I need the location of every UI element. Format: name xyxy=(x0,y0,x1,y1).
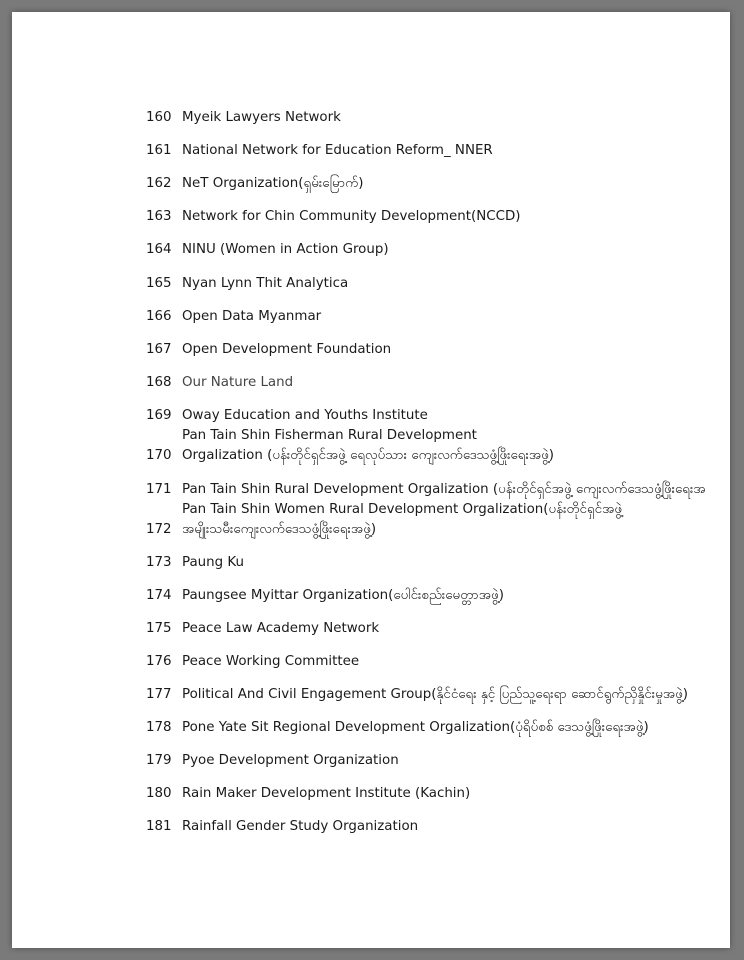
list-item xyxy=(146,108,730,128)
entry-name: Peace Working Committee xyxy=(182,654,360,669)
entry-name: Peace Law Academy Network xyxy=(182,621,380,636)
entry-name: National Network for Education Reform_ NNER xyxy=(182,143,493,158)
entry-name: Open Development Foundation xyxy=(182,342,392,357)
list-item xyxy=(146,406,730,426)
entry-name: Rainfall Gender Study Organization xyxy=(182,819,419,834)
list-item xyxy=(146,718,730,738)
document-page xyxy=(12,12,730,948)
list-item xyxy=(146,207,730,227)
entry-number: 171 xyxy=(146,482,172,497)
entry-name: Pyoe Development Organization xyxy=(182,753,399,768)
entry-number: 170 xyxy=(146,448,172,463)
entry-number: 168 xyxy=(146,375,172,390)
entry-name: Pan Tain Shin Rural Development Orgalization (ပန်းတိုင်ရှင်အဖွဲ့ ကျေးလက်ဒေသဖွံ့ဖြိုးရေးအ xyxy=(182,482,706,497)
list-item xyxy=(146,480,730,500)
entry-name-line-1: Pan Tain Shin Fisherman Rural Development xyxy=(182,428,477,443)
entry-name: Network for Chin Community Development(NCCD) xyxy=(182,209,521,224)
entry-name: Our Nature Land xyxy=(182,375,294,390)
list-item xyxy=(146,751,730,771)
list-item xyxy=(146,586,730,606)
entry-number: 175 xyxy=(146,621,172,636)
entry-number: 179 xyxy=(146,753,172,768)
entry-name: Pone Yate Sit Regional Development Orgalization(ပုံရိပ်စစ် ဒေသဖွံ့ဖြိုးရေးအဖွဲ့) xyxy=(182,720,649,735)
entry-name: Nyan Lynn Thit Analytica xyxy=(182,276,349,291)
list-item xyxy=(146,500,730,540)
list-item xyxy=(146,619,730,639)
list-item xyxy=(146,426,730,466)
entry-name-line-2: Orgalization (ပန်းတိုင်ရှင်အဖွဲ့ ရေလုပ်သား ကျေးလက်ဒေသဖွံ့ဖြိုးရေးအဖွဲ့) xyxy=(182,448,555,463)
entry-number: 176 xyxy=(146,654,172,669)
list-item xyxy=(146,141,730,161)
entry-number: 160 xyxy=(146,110,172,125)
entry-number: 162 xyxy=(146,176,172,191)
list-item xyxy=(146,240,730,260)
entry-number: 174 xyxy=(146,588,172,603)
entry-number: 177 xyxy=(146,687,172,702)
list-item xyxy=(146,340,730,360)
entry-number: 161 xyxy=(146,143,172,158)
list-item xyxy=(146,274,730,294)
list-item xyxy=(146,373,730,393)
list-item xyxy=(146,784,730,804)
list-item xyxy=(146,174,730,194)
entry-number: 167 xyxy=(146,342,172,357)
entry-number: 173 xyxy=(146,555,172,570)
entry-number: 163 xyxy=(146,209,172,224)
entry-number: 178 xyxy=(146,720,172,735)
entry-name: NINU (Women in Action Group) xyxy=(182,242,389,257)
list-item xyxy=(146,685,730,705)
entry-number: 164 xyxy=(146,242,172,257)
entry-name: Rain Maker Development Institute (Kachin) xyxy=(182,786,471,801)
entry-name: Paung Ku xyxy=(182,555,245,570)
entry-name: Myeik Lawyers Network xyxy=(182,110,341,125)
entry-name: Paungsee Myittar Organization(ပေါင်းစည်းမေတ္တာအဖွဲ့) xyxy=(182,588,504,603)
list-item xyxy=(146,553,730,573)
entry-number: 165 xyxy=(146,276,172,291)
entry-name: Oway Education and Youths Institute xyxy=(182,408,428,423)
list-item xyxy=(146,817,730,837)
entry-number: 169 xyxy=(146,408,172,423)
entry-name-line-2: အမျိုးသမီးကျေးလက်ဒေသဖွံ့ဖြိုးရေးအဖွဲ့) xyxy=(182,522,377,537)
entry-name: Political And Civil Engagement Group(နိုင်ငံရေး နှင့် ပြည်သူ့ရေးရာ ဆောင်ရွက်ညှိနှိုင်းမှုအဖွဲ့) xyxy=(182,687,689,702)
list-item xyxy=(146,307,730,327)
entry-name: Open Data Myanmar xyxy=(182,309,322,324)
list-item xyxy=(146,652,730,672)
entry-name-line-1: Pan Tain Shin Women Rural Development Orgalization(ပန်းတိုင်ရှင်အဖွဲ့ xyxy=(182,502,623,517)
entry-number: 180 xyxy=(146,786,172,801)
entry-number: 172 xyxy=(146,522,172,537)
entry-name: NeT Organization(ရှမ်းမြောက်) xyxy=(182,176,364,191)
entry-number: 166 xyxy=(146,309,172,324)
entry-number: 181 xyxy=(146,819,172,834)
